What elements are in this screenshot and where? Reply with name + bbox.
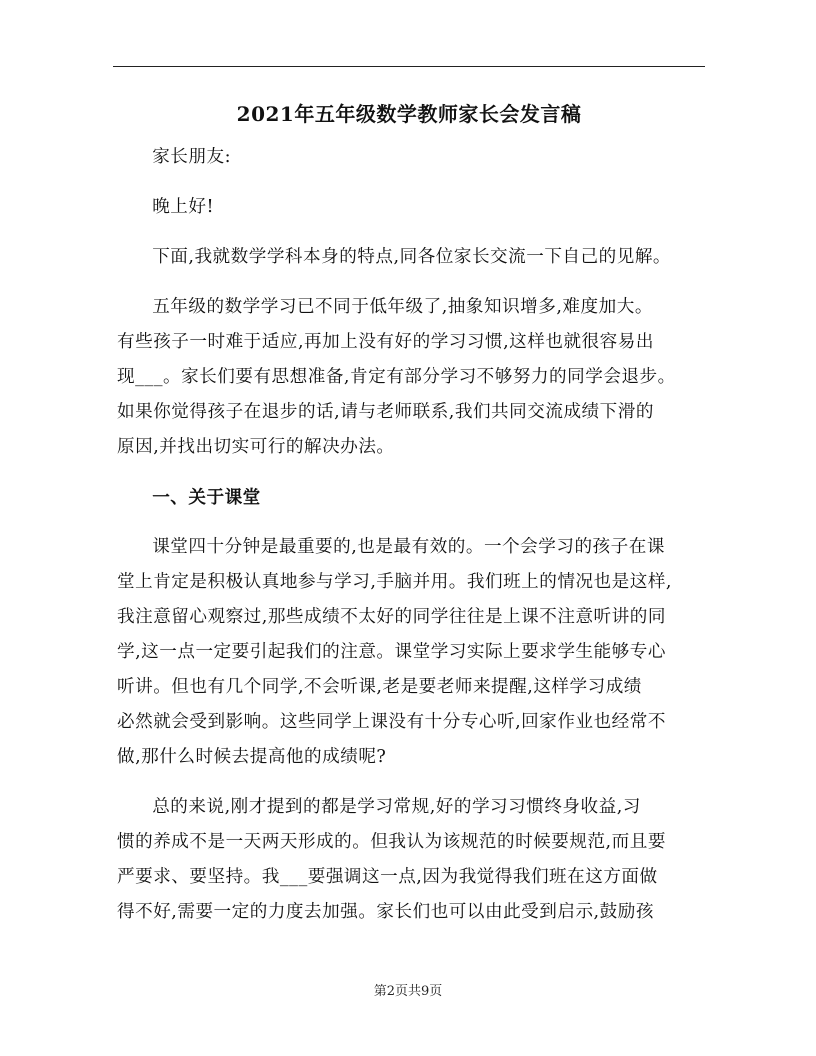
paragraph-line: 听讲。但也有几个同学,不会听课,老是要老师来提醒,这样学习成绩	[117, 677, 642, 697]
body-paragraph	[117, 530, 705, 775]
heading-text: 一、关于课堂	[152, 487, 261, 508]
paragraph-line: 课堂四十分钟是最重要的,也是最有效的。一个会学习的孩子在课	[152, 537, 665, 557]
paragraph-line: 下面,我就数学学科本身的特点,同各位家长交流一下自己的见解。	[152, 247, 672, 267]
paragraph-line: 原因,并找出切实可行的解决办法。	[117, 437, 395, 457]
paragraph-line: 晚上好!	[152, 197, 215, 217]
intro-paragraph	[117, 240, 705, 275]
paragraph-line: 我注意留心观察过,那些成绩不太好的同学往往是上课不注意听讲的同	[117, 607, 666, 627]
body-paragraph	[117, 290, 705, 465]
paragraph-line: 家长朋友:	[152, 147, 231, 167]
paragraph-line: 必然就会受到影响。这些同学上课没有十分专心听,回家作业也经常不	[117, 712, 666, 732]
paragraph-line: 惯的养成不是一天两天形成的。但我认为该规范的时候要规范,而且要	[117, 832, 666, 852]
page-number-footer: 第2页共9页	[373, 984, 443, 999]
paragraph-line: 得不好,需要一定的力度去加强。家长们也可以由此受到启示,鼓励孩	[117, 902, 654, 922]
paragraph-line: 做,那什么时候去提高他的成绩呢?	[117, 747, 387, 767]
document-body	[117, 140, 705, 930]
paragraph-line: 学,这一点一定要引起我们的注意。课堂学习实际上要求学生能够专心	[117, 642, 666, 662]
paragraph-line: 现___。家长们要有思想准备,肯定有部分学习不够努力的同学会退步。	[117, 367, 676, 387]
paragraph-line: 总的来说,刚才提到的都是学习常规,好的学习习惯终身收益,习	[152, 797, 641, 817]
header-rule	[113, 66, 705, 67]
paragraph-line: 如果你觉得孩子在退步的话,请与老师联系,我们共同交流成绩下滑的	[117, 402, 654, 422]
paragraph-line: 有些孩子一时难于适应,再加上没有好的学习习惯,这样也就很容易出	[117, 332, 654, 352]
greeting-paragraph	[117, 190, 705, 225]
section-heading	[117, 480, 705, 515]
paragraph-line: 严要求、要坚持。我___要强调这一点,因为我觉得我们班在这方面做	[117, 867, 658, 887]
paragraph-line: 堂上肯定是积极认真地参与学习,手脑并用。我们班上的情况也是这样,	[117, 572, 673, 592]
salutation-paragraph	[117, 140, 705, 175]
body-paragraph	[117, 790, 705, 930]
document-title: 2021年五年级数学教师家长会发言稿	[236, 102, 582, 126]
paragraph-line: 五年级的数学学习已不同于低年级了,抽象知识增多,难度加大。	[152, 297, 653, 317]
